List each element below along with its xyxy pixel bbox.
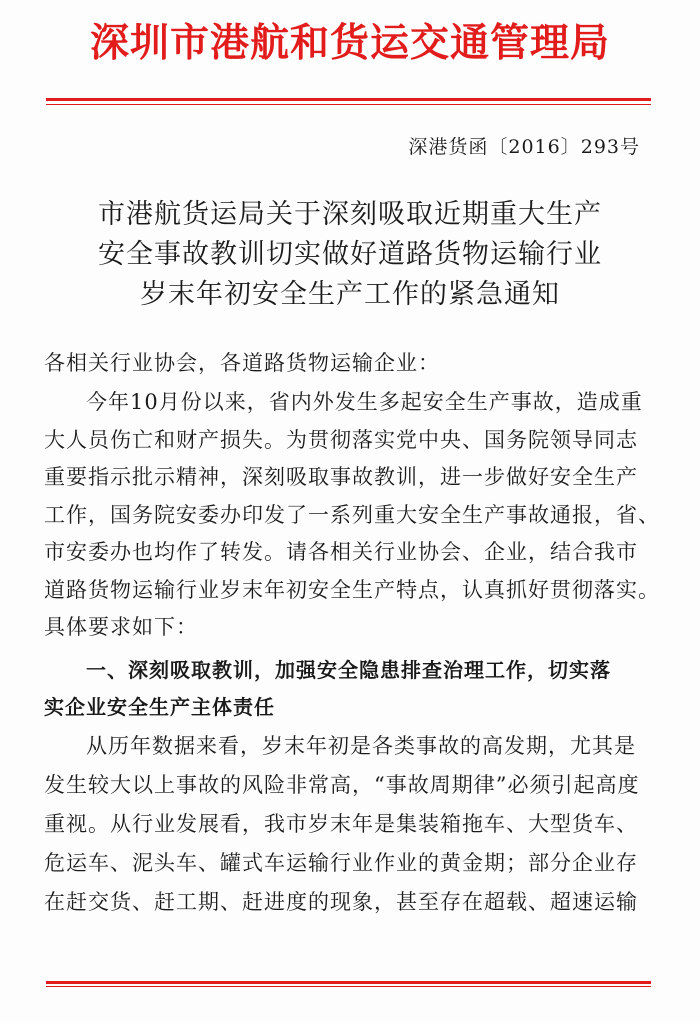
title-line: 岁末年初安全生产工作的紧急通知 [140, 279, 560, 310]
paragraph-line: 大人员伤亡和财产损失。为贯彻落实党中央、国务院领导同志 [44, 427, 638, 452]
salutation: 各相关行业协会，各道路货物运输企业： [44, 351, 440, 375]
title-line: 市港航货运局关于深刻吸取近期重大生产 [98, 199, 602, 230]
paragraph-line: 重要指示批示精神，深刻吸取事故教训，进一步做好安全生产 [44, 465, 638, 489]
footer-red-rule-thin [46, 986, 651, 987]
paragraph-line: 发生较大以上事故的风险非常高，“事故周期律”必须引起高度 [44, 773, 640, 797]
paragraph-line: 危运车、泥头车、罐式车运输行业作业的黄金期；部分企业存 [44, 851, 638, 875]
title-line: 安全事故教训切实做好道路货物运输行业 [98, 239, 602, 270]
document-title [50, 195, 650, 315]
header-red-rule-thin [46, 104, 651, 105]
section-heading [44, 652, 656, 726]
paragraph-line: 在赶交货、赶工期、赶进度的现象，甚至存在超载、超速运输 [44, 890, 638, 914]
paragraph-line: 今年10月份以来，省内外发生多起安全生产事故，造成重 [86, 390, 643, 414]
header-red-rule [46, 98, 651, 101]
paragraph-line: 重视。从行业发展看，我市岁末年是集装箱拖车、大型货车、 [44, 812, 638, 836]
document-number: 深港货函〔2016〕293号 [408, 136, 640, 158]
footer-red-rule [46, 981, 651, 984]
paragraph-line: 具体要求如下： [44, 615, 198, 639]
paragraph-line: 工作，国务院安委办印发了一系列重大安全生产事故通报，省、 [44, 502, 660, 527]
section-heading-line: 实企业安全生产主体责任 [44, 695, 275, 719]
section-heading-line: 一、深刻吸取教训，加强安全隐患排查治理工作，切实落 [86, 658, 611, 682]
paragraph-section-1 [44, 727, 656, 922]
paragraph-line: 市安委办也均作了转发。请各相关行业协会、企业，结合我市 [44, 540, 638, 564]
paragraph-line: 道路货物运输行业岁末年初安全生产特点，认真抓好贯彻落实。 [44, 577, 660, 602]
paragraph-intro [44, 384, 660, 647]
organization-header: 深圳市港航和货运交通管理局 [89, 21, 610, 66]
paragraph-line: 从历年数据来看，岁末年初是各类事故的高发期，尤其是 [86, 734, 636, 758]
